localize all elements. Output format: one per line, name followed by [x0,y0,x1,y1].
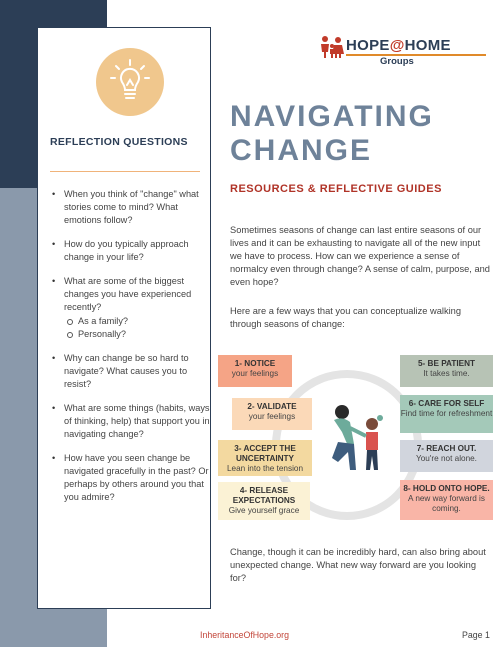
question-item: • When you think of "change" what stories come to mind? What emotions follow? [50,188,212,227]
step-be-patient: 5- BE PATIENT It takes time. [400,355,493,387]
question-item: • What are some things (habits, ways of thinking, help) that support you in navigating change? [50,402,212,441]
step-notice: 1- NOTICE your feelings [218,355,292,387]
question-sublist [64,315,212,341]
lead-in-paragraph: Here are a few ways that you can conceptualize walking through seasons of change: [230,306,461,329]
page-subtitle: RESOURCES & REFLECTIVE GUIDES [230,183,442,195]
question-list [50,188,212,515]
lightbulb-icon [96,48,164,116]
intro-paragraph: Sometimes seasons of change can last entire seasons of our lives and it can be exhausting to navigate all of the new input we have to process. How can we experience a sense of normalcy even through change? A sense of calm, purpose, and even hope? [230,225,490,287]
sub-question-item: Personally? [64,328,212,341]
logo-underline [346,54,486,56]
question-item: • What are some of the biggest changes you have experienced recently? As a family? Personally? [50,275,212,341]
logo-wordmark: HOPE@HOME [346,37,451,54]
step-release-expectations: 4- RELEASE EXPECTATIONS Give yourself grace [218,482,310,520]
reflection-card [37,27,211,609]
closing-paragraph: Change, though it can be incredibly hard, can also bring about unexpected change. What new way forward are you looking for? [230,547,486,583]
parent-child-illustration [320,402,400,482]
page-number: Page 1 [462,630,490,640]
question-item: • Why can change be so hard to navigate? What causes you to resist? [50,352,212,391]
step-care-for-self: 6- CARE FOR SELF Find time for refreshment [400,395,493,433]
footer-link[interactable]: InheritanceOfHope.org [200,630,289,640]
question-item: • How do you typically approach change in your life? [50,238,212,264]
question-item: • How have you seen change be navigated gracefully in the past? Or perhaps by others around you that you admire? [50,452,212,504]
family-logo-icon [318,34,346,60]
logo-subtitle: Groups [380,56,414,67]
step-hold-onto-hope: 8- HOLD ONTO HOPE. A new way forward is coming. [400,480,493,520]
step-reach-out: 7- REACH OUT. You're not alone. [400,440,493,472]
heading-divider [50,171,200,172]
page-title: NAVIGATING CHANGE [230,100,434,167]
step-validate: 2- VALIDATE your feelings [232,398,312,430]
sub-question-item: As a family? [64,315,212,328]
step-accept-uncertainty: 3- ACCEPT THE UNCERTAINTY Lean into the tension [218,440,312,476]
hope-at-home-logo [318,34,488,74]
reflection-heading: REFLECTION QUESTIONS [50,136,188,148]
